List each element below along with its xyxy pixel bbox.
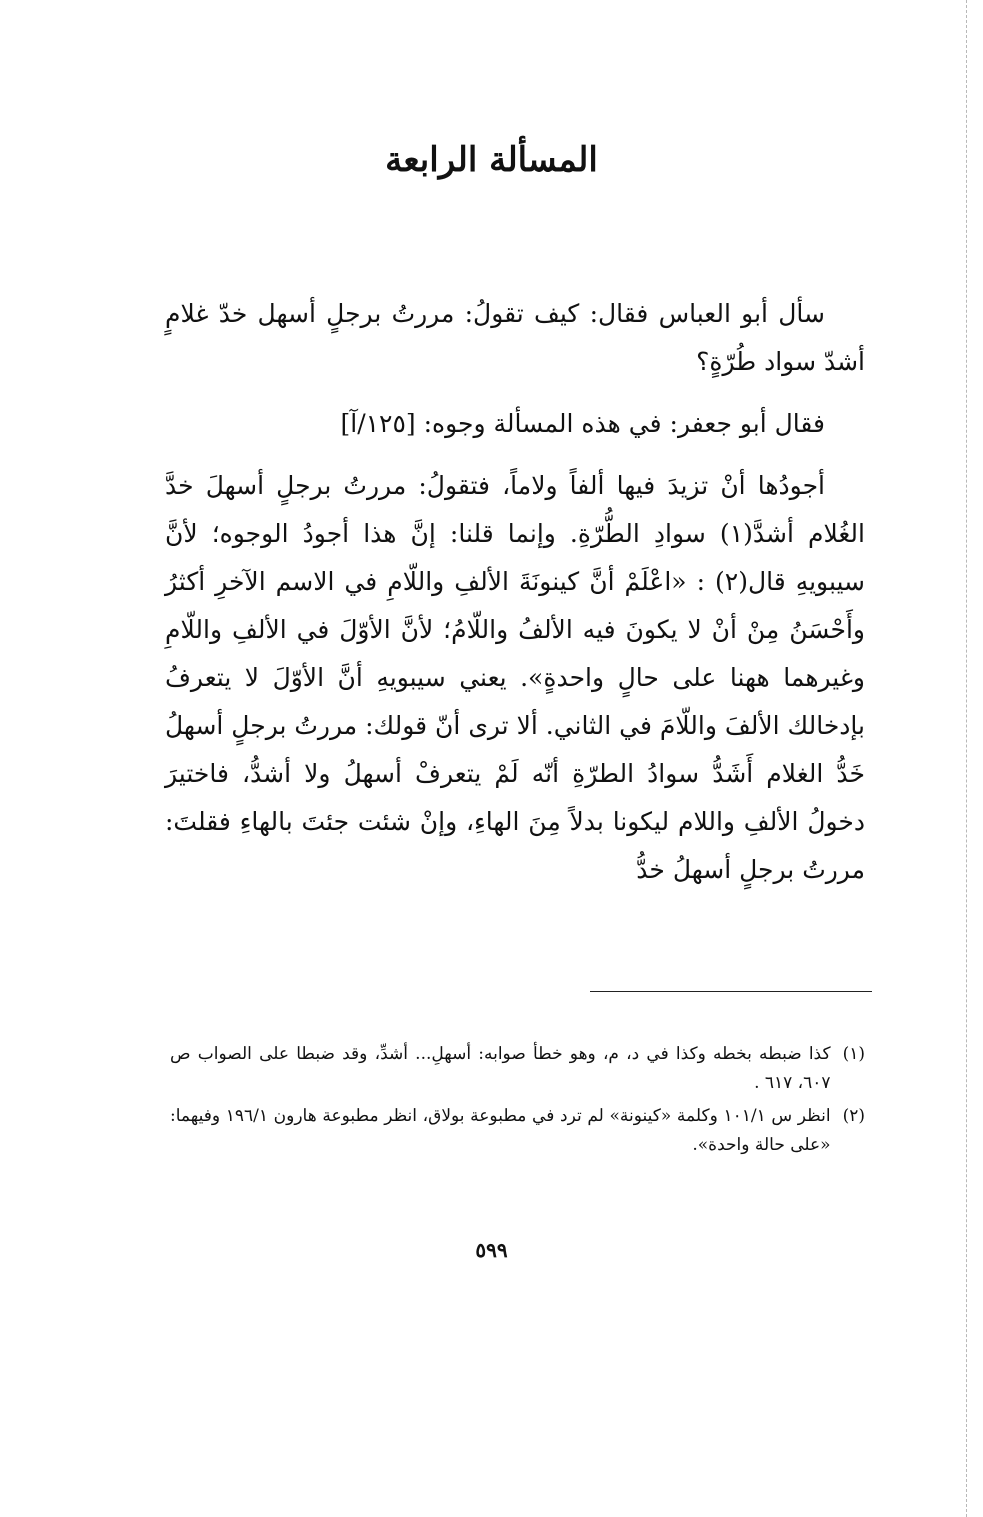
- footnote-text: كذا ضبطه بخطه وكذا في د، م، وهو خطأ صوابه: أسهلِ... أشدِّ، وقد ضبطا على الصواب ص ٦٠٧، ٦١٧ .: [170, 1044, 831, 1093]
- footnote-1: [170, 1040, 865, 1098]
- footnote-separator: [590, 991, 872, 992]
- footnote-number: (١): [842, 1044, 865, 1064]
- footnote-2: [170, 1102, 865, 1160]
- chapter-title: المسألة الرابعة: [385, 140, 598, 180]
- footnote-text: انظر س ١٠١/١ وكلمة «كينونة» لم ترد في مطبوعة بولاق، انظر مطبوعة هارون ١٩٦/١ وفيهما: «على حالة واحدة».: [170, 1106, 831, 1155]
- footnote-number: (٢): [842, 1106, 865, 1126]
- paragraph-explanation: أجودُها أنْ تزيدَ فيها ألفاً ولاماً، فتقولُ: مررتُ برجلٍ أسهلَ خدَّ الغُلام أشدَّ(١) سوادِ الطُّرّةِ. وإنما قلنا: إنَّ هذا أجودُ الوجوه؛ لأنَّ سيبويهِ قال(٢) : «اعْلَمْ أنَّ كينونَةَ الألفِ واللّامِ في الاسم الآخرِ أكثرُ وأَحْسَنُ مِنْ أنْ لا يكونَ فيه الألفُ واللّامُ؛ لأنَّ الأوّلَ في الألفِ واللّامِ وغيرهما ههنا على حالٍ واحدةٍ». يعني سيبويهِ أنَّ الأوّلَ لا يتعرفُ بإدخالك الألفَ واللّامَ في الثاني. ألا ترى أنّ قولك: مررتُ برجلٍ أسهلُ خَدُّ الغلام أَشَدُّ سوادُ الطرّةِ أنّه لَمْ يتعرفْ أسهلُ ولا أشدُّ، فاختيرَ دخولُ الألفِ واللام ليكونا بدلاً مِنَ الهاءِ، وإنْ شئت جئتَ بالهاءِ فقلتَ: مررتُ برجلٍ أسهلُ خدُّ: [165, 471, 865, 884]
- scan-edge-line: [966, 0, 967, 1517]
- paragraph-answer-intro: فقال أبو جعفر: في هذه المسألة وجوه: [١٢٥/آ]: [340, 409, 825, 438]
- main-text: [165, 290, 865, 894]
- footnotes: [170, 1040, 865, 1164]
- page-number: ٥٩٩: [475, 1238, 508, 1262]
- paragraph-question: سأل أبو العباس فقال: كيف تقولُ: مررتُ برجلٍ أسهل خدّ غلامٍ أشدّ سواد طُرّةٍ؟: [165, 299, 865, 376]
